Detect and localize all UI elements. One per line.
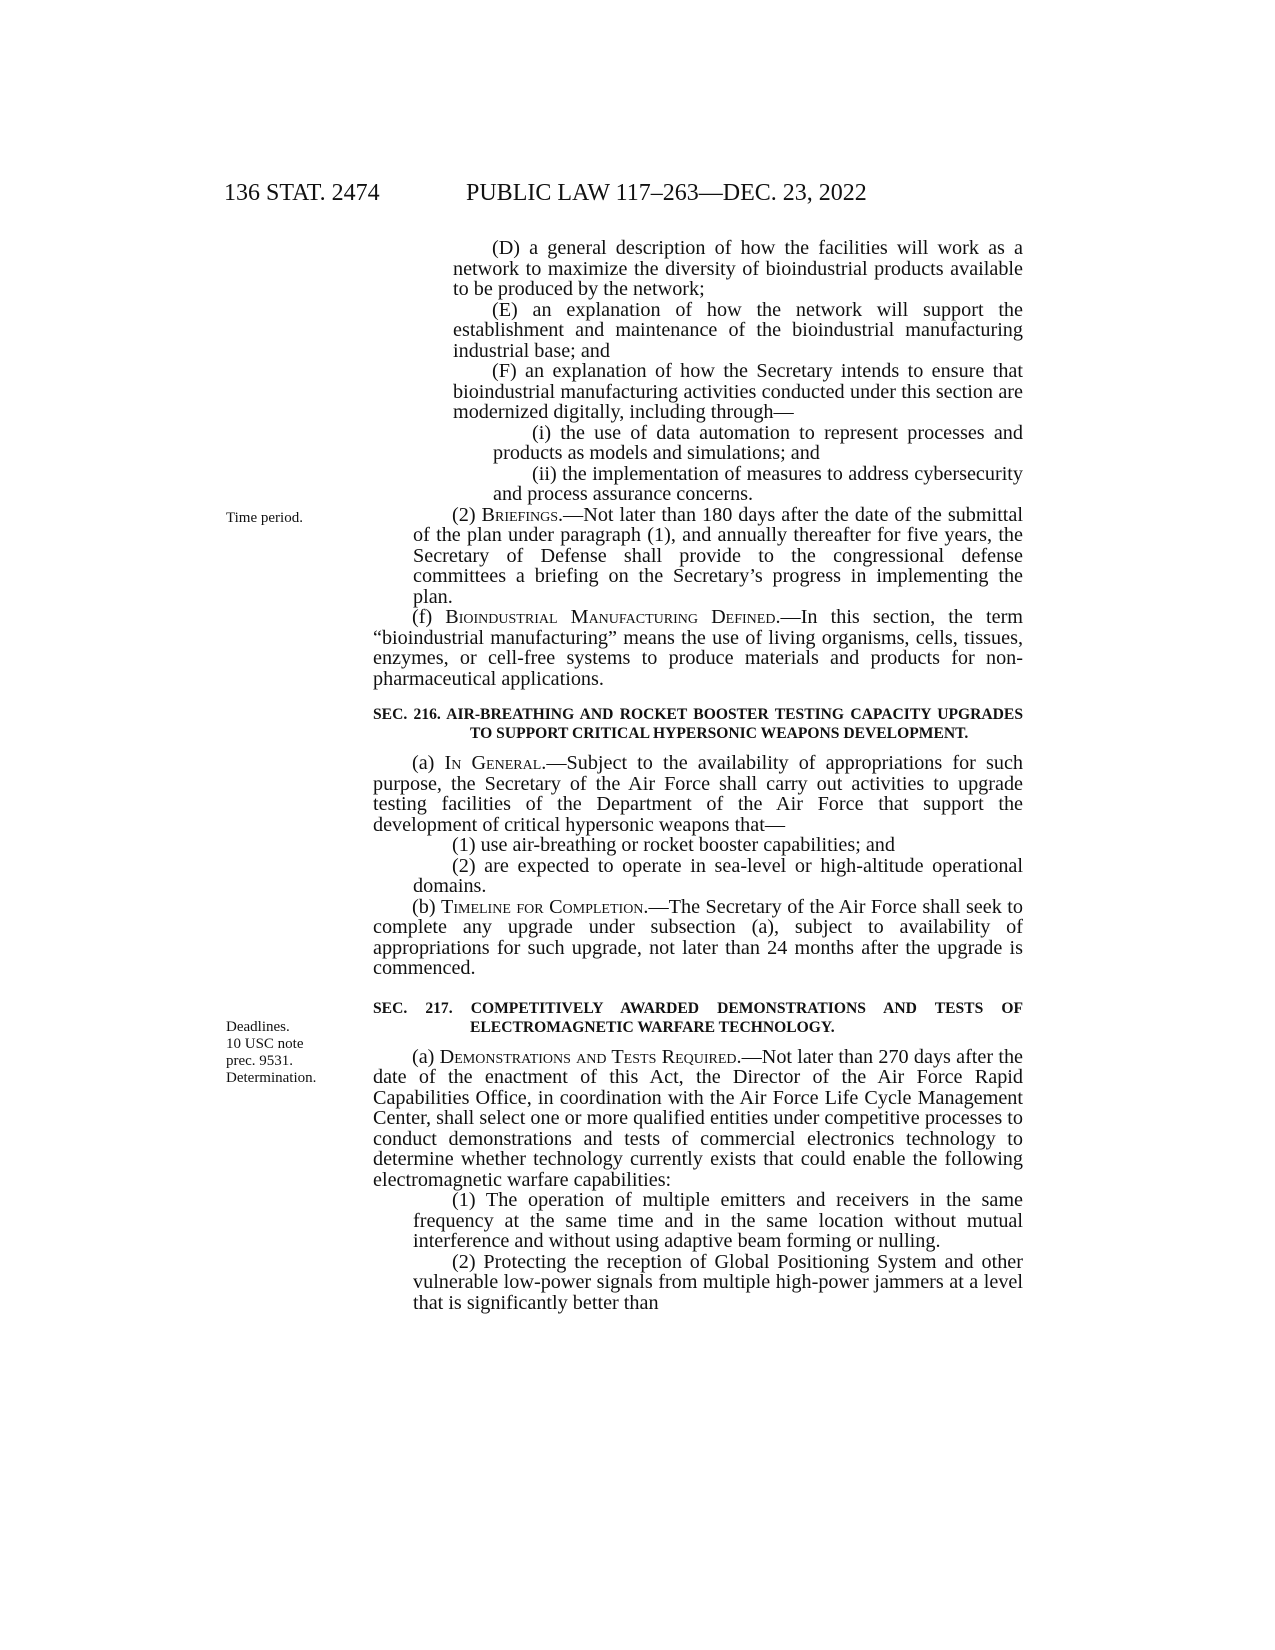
margin-note-sec217 [226,1019,316,1087]
subsection-text: .—Not later than 270 days after the date of the enactment of this Act, the Director of the Air Force Rapid Capabilities Office, in coordination with the Air Force Life Cycle Management Center, shall select one or more qualified entities under competitive processes to conduct demonstrations and tests of commercial electronics technology to determine whether technology currently exists that could enable the following electromagnetic warfare capabilities: [373,1045,1024,1191]
paragraph-d: (D) a general description of how the facilities will work as a network to maximize the diversity of bioindustrial products available to be produced by the network; [453,237,1023,300]
paragraph-e: (E) an explanation of how the network will support the establishment and maintenance of the bioindustrial manufacturing industrial base; and [453,298,1023,362]
subsection-f [373,607,1023,689]
public-law-title: PUBLIC LAW 117–263—DEC. 23, 2022 [466,180,867,206]
subsection-heading: Demonstrations and Tests Required [439,1045,737,1068]
stat-page-number: 136 STAT. 2474 [224,180,380,206]
subsection-heading: Timeline for Completion [441,895,644,918]
subsection-text: .—In this section, the term “bioindustrial manufacturing” means the use of living organisms, cells, tissues, enzymes, or cell-free systems to produce materials and products for non-pharmaceutical applications. [373,606,1023,690]
margin-note-line: Determination. [226,1070,317,1086]
subsection-text: .—Subject to the availability of appropriations for such purpose, the Secretary of the Air Force shall carry out activities to upgrade testing facilities of the Department of the Air Force that support the development of critical hypersonic weapons that— [373,752,1024,836]
subsection-heading: In General [444,752,542,774]
subsection-number: (b) [412,895,442,918]
paragraph-heading: Briefings [481,503,558,526]
subsection-number: (f) [412,606,446,628]
sec216-item-1: (1) use air-breathing or rocket booster capabilities; and [452,834,895,856]
section-217-heading: SEC. 217. COMPETITIVELY AWARDED DEMONSTRATIONS AND TESTS OF ELECTROMAGNETIC WARFARE TECHNOLOGY. [373,999,1023,1036]
margin-note-line: Deadlines. [226,1019,290,1035]
margin-note-line: 10 USC note [226,1036,304,1052]
paragraph-briefings [373,505,1023,608]
sec216-subsection-b [373,897,1023,979]
margin-note-line: prec. 9531. [226,1053,294,1069]
subsection-text: .—The Secretary of the Air Force shall seek to complete any upgrade under subsection (a), subject to availability of appropriations for such upgrade, not later than 24 months after the upgrade is commenced. [373,895,1023,979]
sec217-subsection-a [373,1047,1023,1191]
subsection-number: (a) [412,1045,440,1068]
margin-note-time-period [226,510,303,527]
sec217-item-1: (1) The operation of multiple emitters and receivers in the same frequency at the same time and in the same location without mutual interference and without using adaptive beam forming or nulling. [413,1189,1023,1252]
margin-note-text: Time period. [226,510,303,526]
clause-ii: (ii) the implementation of measures to address cybersecurity and process assurance concerns. [493,462,1023,505]
sec216-subsection-a [373,753,1023,835]
main-text-column [373,238,1023,1313]
sec216-item-2: (2) are expected to operate in sea-level or high-altitude operational domains. [413,854,1023,897]
paragraph-text: .—Not later than 180 days after the date of the submittal of the plan under paragraph (1), and annually thereafter for five years, the Secretary of Defense shall provide to the congressional defense committees a briefing on the Secretary’s progress in implementing the plan. [413,503,1023,608]
sec217-item-2: (2) Protecting the reception of Global Positioning System and other vulnerable low-power signals from multiple high-power jammers at a level that is significantly better than [413,1250,1023,1314]
section-216-heading: SEC. 216. AIR-BREATHING AND ROCKET BOOSTER TESTING CAPACITY UPGRADES TO SUPPORT CRITICAL HYPERSONIC WEAPONS DEVELOPMENT. [373,706,1023,742]
paragraph-f: (F) an explanation of how the Secretary intends to ensure that bioindustrial manufacturing activities conducted under this section are modernized digitally, including through— [453,360,1023,423]
clause-i: (i) the use of data automation to represent processes and products as models and simulations; and [493,421,1023,464]
subsection-number: (a) [412,752,445,774]
paragraph-number: (2) [452,503,482,526]
subsection-heading: Bioindustrial Manufacturing Defined [445,606,776,628]
